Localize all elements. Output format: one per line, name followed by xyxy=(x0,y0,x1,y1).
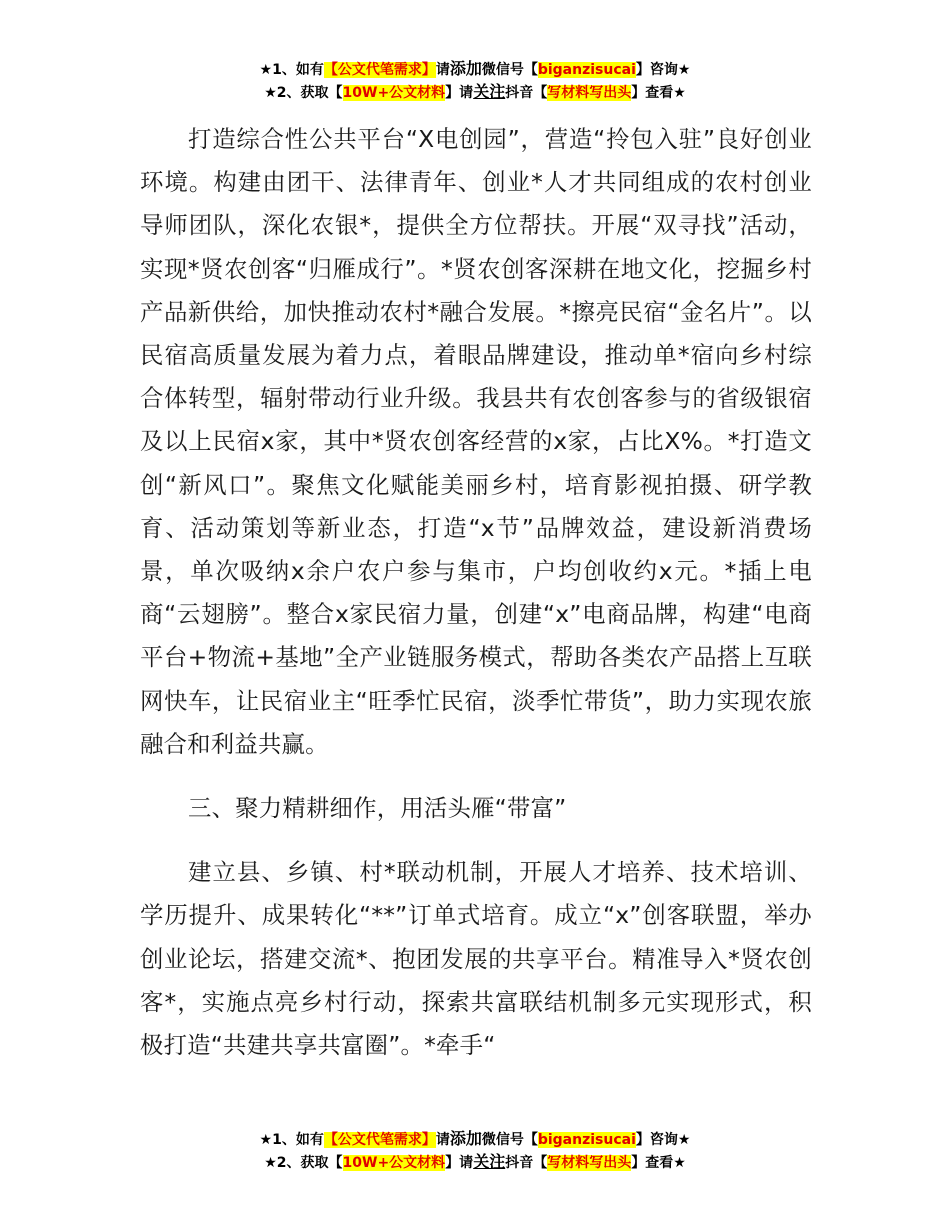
highlight-service: 【公文代笔需求】 xyxy=(323,62,436,78)
header-banner xyxy=(0,58,950,104)
footer-banner xyxy=(0,1128,950,1174)
highlight-service: 【公文代笔需求】 xyxy=(323,1132,436,1148)
banner-line-2: ★2、获取【10W+公文材料】请关注抖音【写材料写出头】查看★ xyxy=(264,1152,686,1171)
banner-line-2: ★2、获取【10W+公文材料】请关注抖音【写材料写出头】查看★ xyxy=(264,82,686,101)
banner-line-1: ★1、如有【公文代笔需求】请添加微信号【biganzisucai】咨询★ xyxy=(259,1129,691,1148)
paragraph-2: 建立县、乡镇、村*联动机制，开展人才培养、技术培训、学历提升、成果转化“**”订单式培育。成立“x”创客联盟，举办创业论坛，搭建交流*、抱团发展的共享平台。精准导入*贤农创客*，实施点亮乡村行动，探索共富联结机制多元实现形式，积极打造“共建共享共富圈”。*牵手“ xyxy=(140,858,812,1060)
paragraph-1: 打造综合性公共平台“X电创园”，营造“拎包入驻”良好创业环境。构建由团干、法律青年、创业*人才共同组成的农村创业导师团队，深化农银*，提供全方位帮扶。开展“双寻找”活动，实现*贤农创客“归雁成行”。*贤农创客深耕在地文化，挖掘乡村产品新供给，加快推动农村*融合发展。*擦亮民宿“金名片”。以民宿高质量发展为着力点，着眼品牌建设，推动单*宿向乡村综合体转型，辐射带动行业升级。我县共有农创客参与的省级银宿及以上民宿x家，其中*贤农创客经营的x家，占比X%。*打造文创“新风口”。聚焦文化赋能美丽乡村，培育影视拍摄、研学教育、活动策划等新业态，打造“x节”品牌效益，建设新消费场景，单次吸纳x余户农户参与集市，户均创收约x元。*插上电商“云翅膀”。整合x家民宿力量，创建“x”电商品牌，构建“电商平台+物流+基地”全产业链服务模式，帮助各类农产品搭上互联网快车，让民宿业主“旺季忙民宿，淡季忙带货”，助力实现农旅融合和利益共赢。 xyxy=(140,125,812,758)
highlight-wechat-id: biganzisucai xyxy=(537,62,636,78)
banner-line-1: ★1、如有【公文代笔需求】请添加微信号【biganzisucai】咨询★ xyxy=(259,59,691,78)
highlight-materials: 10W+公文材料 xyxy=(342,1155,446,1171)
highlight-douyin: 写材料写出头 xyxy=(547,85,632,101)
highlight-materials: 10W+公文材料 xyxy=(342,85,446,101)
highlight-wechat-id: biganzisucai xyxy=(537,1132,636,1148)
document-body xyxy=(140,118,812,1067)
section-heading: 三、聚力精耕细作，用活头雁“带富” xyxy=(188,794,567,823)
highlight-douyin: 写材料写出头 xyxy=(547,1155,632,1171)
